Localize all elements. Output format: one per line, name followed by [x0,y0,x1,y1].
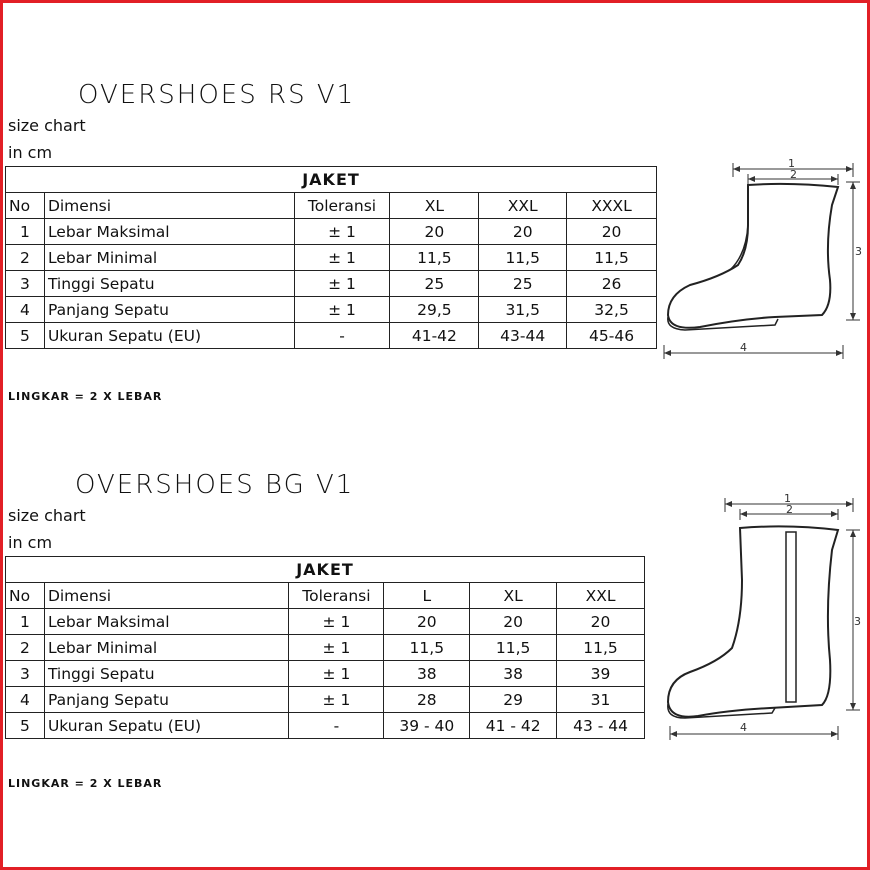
table-cell: 39 - 40 [384,713,470,739]
table-cell: Lebar Minimal [44,635,289,661]
table-cell: - [289,713,384,739]
section1-note: LINGKAR = 2 X LEBAR [8,390,163,403]
table-row [6,245,657,271]
table-row [6,713,645,739]
table-cell: Lebar Minimal [44,245,294,271]
table-cell: 43-44 [479,323,567,349]
table-cell: 29 [470,687,557,713]
table-cell: 28 [384,687,470,713]
tall-boot-diagram [660,490,865,750]
tall-boot-outline [668,526,838,718]
table-cell: 45-46 [567,323,657,349]
section2-note: LINGKAR = 2 X LEBAR [8,777,163,790]
table-cell: 38 [384,661,470,687]
table-cell: 3 [6,271,45,297]
table-cell: ± 1 [289,609,384,635]
table-cell: Lebar Maksimal [44,219,294,245]
table-cell: ± 1 [289,661,384,687]
column-header: XXL [557,583,645,609]
short-boot-outline [668,184,838,330]
column-header: No [6,583,45,609]
table-cell: ± 1 [289,635,384,661]
column-header: XXL [479,193,567,219]
column-header: Toleransi [294,193,390,219]
dim-label-1: 1 [784,492,791,505]
short-boot-diagram [660,155,865,360]
table-cell: 31,5 [479,297,567,323]
table-cell: ± 1 [294,219,390,245]
table-cell: 26 [567,271,657,297]
table-cell: 4 [6,297,45,323]
table-cell: 20 [384,609,470,635]
table-cell: 41 - 42 [470,713,557,739]
table-row [6,635,645,661]
table-row [6,297,657,323]
table-row [6,687,645,713]
table-row [6,661,645,687]
table-cell: 2 [6,245,45,271]
section2-title: OVERSHOES BG V1 [75,470,355,500]
table-row [6,219,657,245]
dim-label-2: 2 [786,503,793,516]
column-header: Toleransi [289,583,384,609]
section2-table-header: JAKET [6,557,645,583]
dim-label-2: 2 [790,168,797,181]
section1-table-header: JAKET [6,167,657,193]
table-cell: ± 1 [294,297,390,323]
table-cell: 20 [470,609,557,635]
table-cell: 25 [390,271,479,297]
column-header: XXXL [567,193,657,219]
table-cell: Panjang Sepatu [44,687,289,713]
table-header-row [6,167,657,193]
section2-size-table [5,556,645,739]
table-row [6,323,657,349]
table-cell: 11,5 [479,245,567,271]
table-cell: 25 [479,271,567,297]
table-header-row [6,557,645,583]
section1-unit-label: in cm [8,143,53,162]
section1-size-table [5,166,657,349]
table-cell: 2 [6,635,45,661]
section2-unit-label: in cm [8,533,53,552]
table-cell: Panjang Sepatu [44,297,294,323]
section1-title: OVERSHOES RS V1 [78,80,356,110]
section1-size-chart-label: size chart [8,116,86,135]
dim-label-4: 4 [740,341,747,354]
table-cell: 20 [479,219,567,245]
table-cell: 11,5 [567,245,657,271]
dim-label-4: 4 [740,721,747,734]
table-cell: 5 [6,323,45,349]
table-cell: - [294,323,390,349]
table-cell: 41-42 [390,323,479,349]
table-cell: 43 - 44 [557,713,645,739]
table-cell: 20 [390,219,479,245]
table-cell: 38 [470,661,557,687]
dim-label-1: 1 [788,157,795,170]
table-cell: 11,5 [557,635,645,661]
table-cell: ± 1 [294,271,390,297]
table-cell: ± 1 [294,245,390,271]
dim-label-3: 3 [854,615,861,628]
table-row [6,609,645,635]
table-cell: 11,5 [390,245,479,271]
column-header: No [6,193,45,219]
column-header: XL [390,193,479,219]
table-row [6,271,657,297]
table-cell: Tinggi Sepatu [44,271,294,297]
table-cell: 3 [6,661,45,687]
table-cell: Tinggi Sepatu [44,661,289,687]
table-cell: Lebar Maksimal [44,609,289,635]
column-header: L [384,583,470,609]
table-cell: Ukuran Sepatu (EU) [44,323,294,349]
table-column-row [6,583,645,609]
column-header: Dimensi [44,193,294,219]
table-cell: 11,5 [384,635,470,661]
column-header: Dimensi [44,583,289,609]
table-cell: 39 [557,661,645,687]
table-cell: 4 [6,687,45,713]
table-cell: Ukuran Sepatu (EU) [44,713,289,739]
table-cell: 11,5 [470,635,557,661]
table-cell: ± 1 [289,687,384,713]
table-cell: 1 [6,219,45,245]
table-cell: 31 [557,687,645,713]
table-cell: 32,5 [567,297,657,323]
section2-size-chart-label: size chart [8,506,86,525]
table-cell: 20 [567,219,657,245]
dim-label-3: 3 [855,245,862,258]
table-cell: 29,5 [390,297,479,323]
table-cell: 1 [6,609,45,635]
table-cell: 20 [557,609,645,635]
table-cell: 5 [6,713,45,739]
table-column-row [6,193,657,219]
column-header: XL [470,583,557,609]
